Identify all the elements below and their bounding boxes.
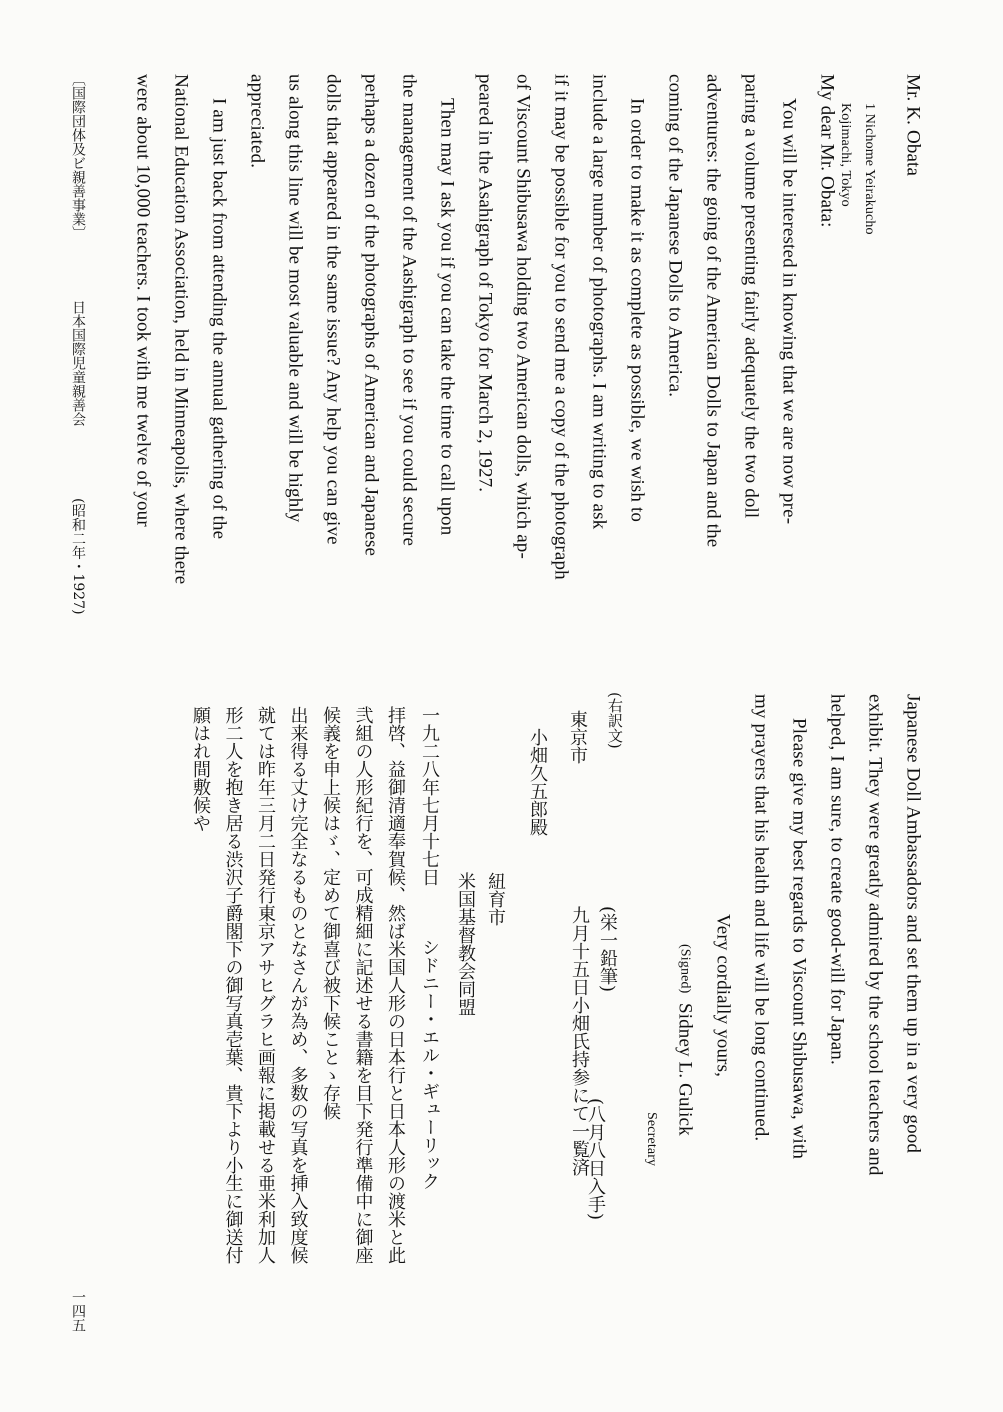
- letter-line-18: were about 10,000 teachers. I took with me twelve of your: [132, 74, 154, 527]
- footer-organization: 日本国際児童親善会: [70, 300, 86, 426]
- letter-line-8: of Viscount Shibusawa holding two American dolls, which ap-: [512, 74, 534, 559]
- letter-continued-line-2: exhibit. They were greatly admired by the school teachers and: [864, 694, 886, 1176]
- letter-line-10: Then may I ask you if you can take the time to call upon: [436, 98, 458, 536]
- translation-line-5: 就ては昨年三月二日発行東京アサヒグラヒ画報に掲載せる亜米利加人: [255, 706, 276, 1264]
- recipient-name: 小畑久五郎殿: [527, 728, 548, 836]
- sender-org: 米国基督教会同盟: [455, 872, 476, 1016]
- sender-name: シドニー・エル・ギューリック: [419, 938, 440, 1190]
- translation-line-7: 願はれ間敷候や: [190, 706, 211, 832]
- signed-label: (Signed): [677, 944, 693, 994]
- letter-line-1: You will be interested in knowing that we are now pre-: [778, 98, 800, 525]
- letter-line-7: if it may be possible for you to send me a copy of the photograph: [550, 74, 572, 580]
- translation-line-4: 出来得る丈け完全なるものとなさんが為め、多数の写真を挿入致度候: [287, 706, 309, 1264]
- pencil-note-label: (栄一鉛筆): [597, 906, 618, 993]
- letter-line-5: In order to make it as complete as possible, we wish to: [626, 98, 648, 523]
- salutation: My dear Mr. Obata:: [816, 74, 838, 228]
- letter-date: 一九二八年七月十七日: [419, 706, 440, 886]
- signer-name: Sidney L. Gulick: [674, 1003, 696, 1137]
- recipient-city: 東京市: [567, 710, 588, 764]
- footer-era: (昭和二年・1927): [70, 498, 86, 615]
- letter-continued-line-4: Please give my best regards to Viscount Shibusawa, with: [788, 718, 810, 1160]
- letter-line-13: dolls that appeared in the same issue? Any help you can give: [322, 74, 344, 545]
- letter-line-12: perhaps a dozen of the photographs of American and Japanese: [360, 74, 382, 557]
- letter-line-6: include a large number of photographs. I am writing to ask: [588, 74, 610, 530]
- letter-line-9: peared in the Asahigraph of Tokyo for March 2, 1927.: [474, 74, 496, 493]
- address-line-1: 1 Nichome Yeirakucho: [862, 103, 877, 235]
- letter-continued-line-1: Japanese Doll Ambassadors and set them up in a very good: [902, 694, 924, 1154]
- letter-continued-line-3: helped, I am sure, to create good-will for Japan.: [826, 694, 848, 1065]
- letter-continued-line-5: my prayers that his health and life will be long continued.: [750, 694, 772, 1142]
- letter-line-14: us along this line will be most valuable and will be highly: [284, 74, 306, 523]
- letter-line-16: I am just back from attending the annual gathering of the: [208, 98, 230, 540]
- received-note: (八月八日入手): [585, 1098, 606, 1221]
- letter-line-3: adventures: the going of the American Dolls to Japan and the: [702, 74, 724, 548]
- letter-line-17: National Education Association, held in Minneapolis, where there: [170, 74, 192, 585]
- page-number: 一四五: [70, 1290, 86, 1332]
- translation-line-6: 形二人を抱き居る渋沢子爵閣下の御写真壱葉、貴下より小生に御送付: [222, 706, 244, 1264]
- letter-line-15: appreciated.: [246, 74, 268, 169]
- translation-label: (右訳文): [606, 692, 624, 749]
- address-line-2: Kojimachi, Tokyo: [838, 103, 853, 207]
- translation-line-2: 弐組の人形紀行を、可成精細に記述せる書籍を目下発行準備中に御座: [352, 706, 374, 1264]
- translation-line-1: 拝啓、益御清適奉賀候、然ば米国人形の日本行と日本人形の渡米と此: [385, 706, 406, 1264]
- letter-line-4: coming of the Japanese Dolls to America.: [664, 74, 686, 398]
- translation-line-3: 候義を申上候はゞ、定めて御喜び被下候ことゝ存候: [320, 706, 341, 1120]
- signer-title: Secretary: [644, 1112, 659, 1167]
- sender-city: 紐育市: [485, 872, 506, 926]
- footer-category: 〔国際団体及ビ親善事業〕: [70, 72, 86, 240]
- pencil-note: 九月十五日小畑氏持参にて一覧済: [569, 906, 590, 1176]
- letter-line-2: paring a volume presenting fairly adequately the two doll: [740, 74, 762, 519]
- closing: Very cordially yours,: [712, 914, 734, 1078]
- letter-line-11: the management of the Aashigraph to see if you could secure: [398, 74, 420, 547]
- addressee: Mr. K. Obata: [902, 74, 924, 177]
